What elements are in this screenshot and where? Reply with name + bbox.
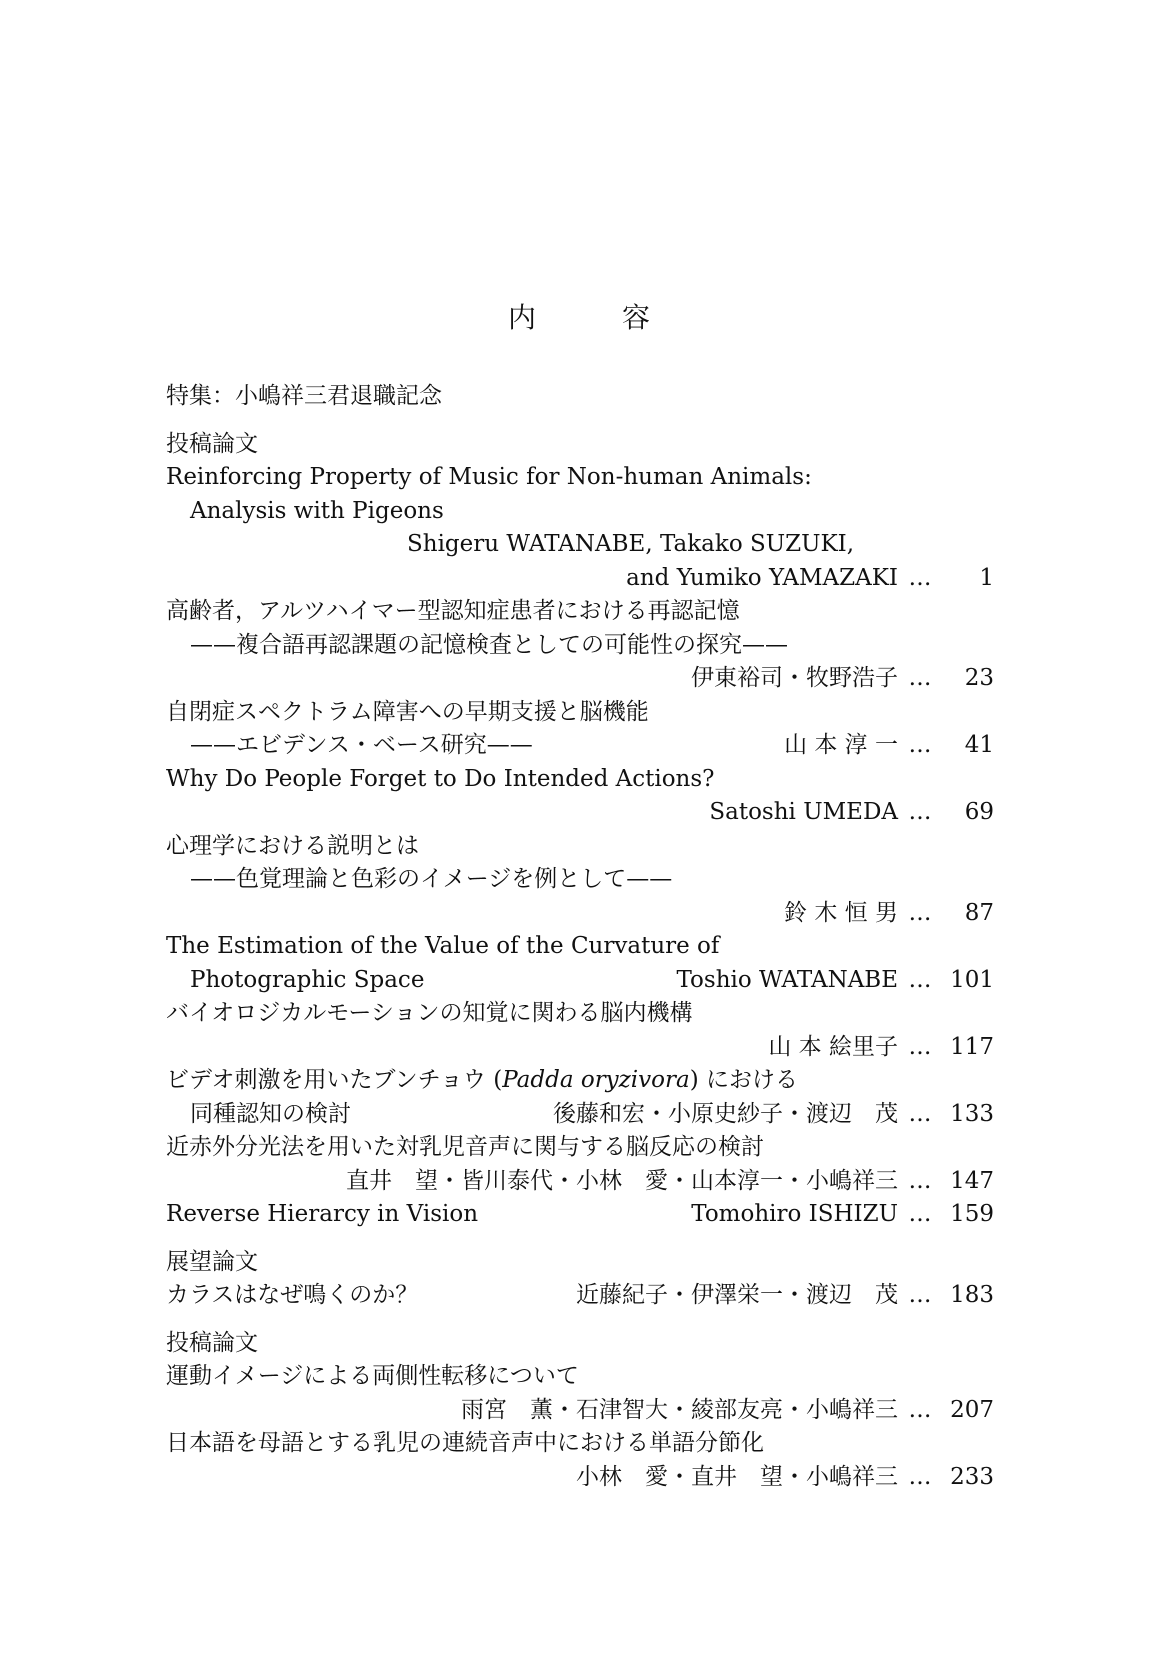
section-heading: 投稿論文 <box>166 430 258 457</box>
page-number: 101 <box>950 966 994 993</box>
leader-dots: … <box>908 1396 932 1423</box>
leader-dots: … <box>908 966 932 993</box>
entry-title-line: Reverse Hierarcy in Vision <box>166 1201 479 1227</box>
page-number: 207 <box>950 1396 994 1423</box>
entry-title-line: 日本語を母語とする乳児の連続音声中における単語分節化 <box>166 1430 764 1456</box>
title-char-1: 内 <box>508 301 537 334</box>
toc-entry-9[interactable] <box>166 1165 994 1199</box>
entry-title-line: バイオロジカルモーションの知覚に関わる脳内機構 <box>166 1000 693 1026</box>
page-number: 117 <box>950 1033 994 1060</box>
leader-dots: … <box>908 1100 932 1127</box>
entry-title-line: Reinforcing Property of Music for Non-human Animals: <box>166 464 812 490</box>
leader-dots: … <box>908 732 932 758</box>
entry-title-line: 運動イメージによる両側性転移について <box>166 1363 579 1389</box>
entry-title-part: ビデオ刺激を用いたブンチョウ ( <box>166 1067 503 1093</box>
toc-entry-13[interactable] <box>166 1461 994 1495</box>
entry-authors: 山 本 淳 一 <box>784 732 898 758</box>
feature-title: 特集：小嶋祥三君退職記念 <box>166 383 442 409</box>
entry-title-line <box>166 1064 994 1098</box>
entry-title-line: Analysis with Pigeons <box>190 497 444 524</box>
title-char-2: 容 <box>622 301 651 334</box>
toc-entry-12[interactable] <box>166 1394 994 1428</box>
page-number: 87 <box>964 899 994 926</box>
toc-entry-8[interactable] <box>166 1098 994 1132</box>
page-number: 147 <box>950 1167 994 1194</box>
species-name: Padda oryzivora <box>502 1067 690 1093</box>
entry-title-line: 近赤外分光法を用いた対乳児音声に関与する脳反応の検討 <box>166 1134 764 1160</box>
entry-authors: 山 本 絵里子 <box>768 1033 898 1060</box>
entry-authors: Satoshi UMEDA <box>709 799 898 825</box>
entry-subtitle-line: ——色覚理論と色彩のイメージを例として—— <box>190 866 673 892</box>
entry-title-line: 自閉症スペクトラム障害への早期支援と脳機能 <box>166 698 649 725</box>
toc-entry-7[interactable] <box>166 1031 994 1065</box>
leader-dots: … <box>908 799 932 825</box>
entry-title-line: 同種認知の検討 <box>190 1100 351 1127</box>
leader-dots: … <box>908 1282 932 1308</box>
leader-dots: … <box>908 564 932 591</box>
entry-authors: Toshio WATANABE <box>676 966 898 993</box>
toc-entry-4[interactable] <box>166 796 994 830</box>
toc-entry-6[interactable] <box>166 964 994 998</box>
page-number: 233 <box>950 1463 994 1490</box>
section-heading: 展望論文 <box>166 1248 258 1275</box>
page-number: 183 <box>950 1282 994 1308</box>
leader-dots: … <box>908 665 932 691</box>
entry-authors: and Yumiko YAMAZAKI <box>626 564 898 591</box>
leader-dots: … <box>908 1167 932 1194</box>
leader-dots: … <box>908 1463 932 1490</box>
page-number: 69 <box>964 799 994 825</box>
toc-entry-11[interactable] <box>166 1279 994 1313</box>
section-heading: 投稿論文 <box>166 1329 258 1356</box>
entry-title-line: カラスはなぜ鳴くのか？ <box>166 1282 419 1308</box>
leader-dots: … <box>908 1033 932 1060</box>
entry-authors: Shigeru WATANABE, Takako SUZUKI, <box>407 531 855 557</box>
toc-entry-3[interactable] <box>166 729 994 763</box>
entry-title-line: The Estimation of the Value of the Curvature of <box>166 933 720 959</box>
entry-subtitle-line: ——複合語再認課題の記憶検査としての可能性の探究—— <box>190 631 788 658</box>
entry-title-line: Why Do People Forget to Do Intended Actions? <box>166 765 715 792</box>
toc-entry-5[interactable] <box>166 897 994 931</box>
entry-authors: 鈴 木 恒 男 <box>784 899 898 926</box>
leader-dots: … <box>908 1201 932 1227</box>
entry-title-line: Photographic Space <box>190 966 425 993</box>
entry-title-part: ) における <box>689 1067 798 1093</box>
entry-authors: 直井 望・皆川泰代・小林 愛・山本淳一・小嶋祥三 <box>346 1167 898 1194</box>
entry-title-line: 高齢者，アルツハイマー型認知症患者における再認記憶 <box>166 598 740 624</box>
page-number: 1 <box>979 564 994 591</box>
page-number: 159 <box>950 1201 994 1227</box>
page-number: 23 <box>964 665 994 691</box>
toc-entry-10[interactable] <box>166 1198 994 1232</box>
table-of-contents <box>166 380 994 1494</box>
leader-dots: … <box>908 899 932 926</box>
entry-title-line: 心理学における説明とは <box>166 832 419 859</box>
toc-entry-1[interactable] <box>166 562 994 596</box>
page-number: 41 <box>964 732 994 758</box>
entry-authors: 雨宮 薫・石津智大・綾部友亮・小嶋祥三 <box>461 1396 898 1423</box>
entry-authors: 後藤和宏・小原史紗子・渡辺 茂 <box>553 1100 898 1127</box>
entry-authors: 伊東裕司・牧野浩子 <box>691 665 898 691</box>
page-number: 133 <box>950 1100 994 1127</box>
entry-authors: 近藤紀子・伊澤栄一・渡辺 茂 <box>576 1282 898 1308</box>
entry-authors: Tomohiro ISHIZU <box>691 1201 898 1227</box>
toc-entry-2[interactable] <box>166 662 994 696</box>
entry-authors: 小林 愛・直井 望・小嶋祥三 <box>576 1463 898 1490</box>
entry-subtitle-line: ——エビデンス・ベース研究—— <box>190 732 533 758</box>
entry-authors-line <box>166 528 994 562</box>
